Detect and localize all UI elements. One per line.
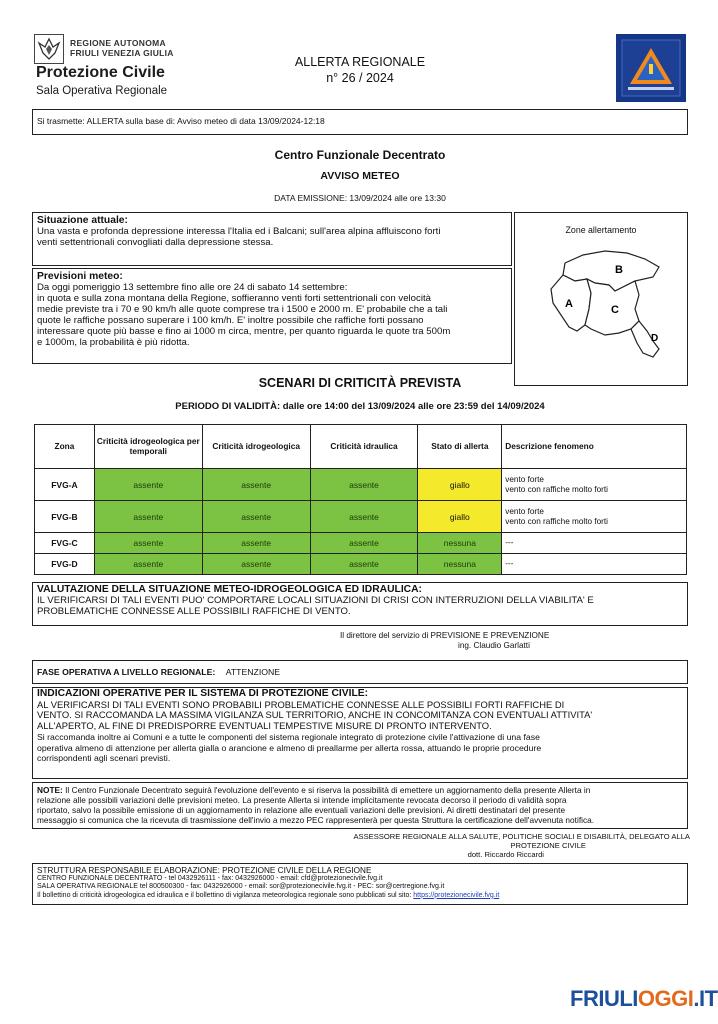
note-line bbox=[37, 785, 683, 795]
previsioni-line: quote le raffiche possano superare i 100 km/h. E' inoltre possibile che raffiche forti possano bbox=[37, 315, 424, 326]
stato-allerta-cell: giallo bbox=[418, 501, 502, 533]
previsioni-line: in quota e sulla zona montana della Regione, soffieranno venti forti settentrionali con velocità bbox=[37, 293, 431, 304]
title-line1: ALLERTA REGIONALE bbox=[294, 55, 426, 69]
criticality-table bbox=[34, 424, 687, 575]
valutazione-line: IL VERIFICARSI DI TALI EVENTI PUO' COMPORTARE LOCALI SITUAZIONI DI CRISI CON INTERRUZIONI DELLA VIABILITA' E bbox=[37, 595, 594, 606]
criticita-cell: assente bbox=[310, 554, 418, 575]
note-section bbox=[32, 782, 688, 829]
zone-label-b: B bbox=[615, 264, 623, 276]
note-text: Il Centro Funzionale Decentrato seguirà l'evoluzione dell'evento e si riserva la possibilità di emettere un aggiornamento della presente Allerta in bbox=[62, 785, 591, 795]
valutazione-section bbox=[32, 582, 688, 626]
criticita-cell: assente bbox=[94, 469, 202, 501]
protezione-civile-emblem-icon bbox=[616, 34, 686, 102]
note-line: relazione alle possibili variazioni delle previsioni meteo. La presente Allerta si intende implicitamente revocata decorso il periodo di validità sopra bbox=[37, 795, 567, 805]
indicazioni-line: AL VERIFICARSI DI TALI EVENTI SONO PROBABILI PROBLEMATICHE CONNESSE ALLE POSSIBILI FORTI RAFFICHE DI bbox=[37, 698, 565, 710]
zona-cell: FVG-D bbox=[35, 554, 95, 575]
assessore-role-cont: PROTEZIONE CIVILE bbox=[510, 841, 586, 850]
zona-cell: FVG-A bbox=[35, 469, 95, 501]
struttura-line: CENTRO FUNZIONALE DECENTRATO - tel 0432926111 - fax: 0432926000 - email: cfd@protezionecivile.fvg.it bbox=[37, 875, 383, 882]
previsioni-line: medie previste tra i 70 e 90 km/h alle quote comprese tra i 1500 e 2000 m. E' probabile che a tali bbox=[37, 304, 448, 315]
note-line: riportato, salvo la possibile emissione di un aggiornamento in relazione alle eventuali variazioni delle previsioni. Ai diretti destinatari del presente bbox=[37, 805, 566, 815]
org-name: Protezione Civile bbox=[36, 64, 165, 81]
note-line: messaggio si comunica che la ricevuta di trasmissione dell'invio a mezzo PEC rappresenterà per questa Struttura la certificazione dell'avvenuta notifica. bbox=[37, 815, 595, 825]
stato-allerta-cell: nessuna bbox=[418, 554, 502, 575]
descrizione-line: vento forte bbox=[505, 474, 544, 484]
zona-cell: FVG-B bbox=[35, 501, 95, 533]
friulioggi-watermark bbox=[570, 986, 718, 1012]
situazione-line: venti settentrionali convogliati dalla depressione stessa. bbox=[37, 237, 274, 248]
descrizione-line: vento con raffiche molto forti bbox=[505, 484, 608, 494]
valutazione-line: PROBLEMATICHE CONNESSE ALLE POSSIBILI RAFFICHE DI VENTO. bbox=[37, 606, 351, 617]
criticita-cell: assente bbox=[310, 469, 418, 501]
descrizione-line: vento forte bbox=[505, 506, 544, 516]
descrizione-cell: --- bbox=[502, 533, 687, 554]
brand-part1: FRIULI bbox=[570, 986, 638, 1011]
validity-period: PERIODO DI VALIDITÀ: dalle ore 14:00 del 13/09/2024 alle ore 23:59 del 14/09/2024 bbox=[175, 401, 545, 412]
criticita-cell: assente bbox=[94, 533, 202, 554]
criticita-cell: assente bbox=[202, 533, 310, 554]
table-row bbox=[35, 469, 687, 501]
col-header: Zona bbox=[35, 425, 95, 469]
logo-region-text bbox=[70, 38, 174, 58]
region-line2: FRIULI VENEZIA GIULIA bbox=[70, 48, 174, 58]
col-header: Criticità idraulica bbox=[310, 425, 418, 469]
indicazioni-line: ALL'APERTO, AL FINE DI PREDISPORRE EVENTUALI TEMPESTIVE MISURE DI PRONTO INTERVENTO. bbox=[37, 720, 492, 732]
situazione-heading: Situazione attuale: bbox=[37, 215, 128, 226]
fase-operativa-section bbox=[32, 660, 688, 684]
struttura-heading: STRUTTURA RESPONSABILE ELABORAZIONE: PROTEZIONE CIVILE DELLA REGIONE bbox=[37, 866, 372, 875]
zone-label-c: C bbox=[611, 304, 619, 316]
zone-label-a: A bbox=[565, 298, 573, 310]
director-signature bbox=[340, 631, 690, 651]
previsioni-line: interessare quote più basse e fino ai 1000 m circa, mentre, per quanto riguarda le quote tra 500m bbox=[37, 326, 451, 337]
indicazioni-line: Si raccomanda inoltre ai Comuni e a tutte le componenti del sistema regionale integrato di protezione civile l'attivazione di una fase bbox=[37, 731, 540, 742]
descrizione-cell bbox=[502, 501, 687, 533]
stato-allerta-cell: giallo bbox=[418, 469, 502, 501]
table-row bbox=[35, 554, 687, 575]
descrizione-cell: --- bbox=[502, 554, 687, 575]
struttura-line: SALA OPERATIVA REGIONALE tel 800500300 - fax: 0432926000 - email: sor@protezionecivile.fvg.it - PEC: sor@certregione.fvg.it bbox=[37, 883, 445, 891]
transmission-note: Si trasmette: ALLERTA sulla base di: Avviso meteo di data 13/09/2024-12:18 bbox=[32, 109, 688, 135]
title-line2: n° 26 / 2024 bbox=[326, 71, 394, 85]
indicazioni-line: corrispondenti agli scenari previsti. bbox=[37, 753, 171, 764]
indicazioni-section bbox=[32, 687, 688, 779]
brand-part2: OGGI bbox=[637, 986, 694, 1011]
criticita-cell: assente bbox=[310, 533, 418, 554]
indicazioni-line: VENTO. SI RACCOMANDA LA MASSIMA VIGILANZA SUL TERRITORIO, ANCHE IN CONCOMITANZA CON EVENTUALI ATTIVITA' bbox=[37, 709, 593, 721]
previsioni-line: Da oggi pomeriggio 13 settembre fino alle ore 24 di sabato 14 settembre: bbox=[37, 282, 348, 293]
zone-label-d: D bbox=[651, 333, 659, 344]
col-header: Criticità idrogeologica bbox=[202, 425, 310, 469]
situazione-section bbox=[32, 212, 512, 266]
criticita-cell: assente bbox=[202, 469, 310, 501]
region-line1: REGIONE AUTONOMA bbox=[70, 38, 166, 48]
criticita-cell: assente bbox=[94, 554, 202, 575]
criticita-cell: assente bbox=[94, 501, 202, 533]
situazione-line: Una vasta e profonda depressione interessa l'Italia ed i Balcani; sull'area alpina affluiscono forti bbox=[37, 226, 441, 237]
criticita-cell: assente bbox=[202, 501, 310, 533]
previsioni-section bbox=[32, 268, 512, 364]
fase-label: FASE OPERATIVA A LIVELLO REGIONALE: bbox=[37, 667, 216, 677]
org-unit: Sala Operativa Regionale bbox=[36, 85, 168, 97]
descrizione-line: vento con raffiche molto forti bbox=[505, 516, 608, 526]
website-link[interactable]: https://protezionecivile.fvg.it bbox=[413, 891, 500, 899]
table-row bbox=[35, 501, 687, 533]
note-label: NOTE: bbox=[37, 785, 63, 795]
cfd-title: Centro Funzionale Decentrato bbox=[274, 148, 446, 162]
org-logo bbox=[34, 34, 174, 104]
criticita-cell: assente bbox=[310, 501, 418, 533]
indicazioni-heading: INDICAZIONI OPERATIVE PER IL SISTEMA DI PROTEZIONE CIVILE: bbox=[37, 688, 369, 699]
col-header: Descrizione fenomeno bbox=[502, 425, 687, 469]
col-header: Stato di allerta bbox=[418, 425, 502, 469]
table-row bbox=[35, 533, 687, 554]
valutazione-heading: VALUTAZIONE DELLA SITUAZIONE METEO-IDROGEOLOGICA ED IDRAULICA: bbox=[37, 584, 422, 595]
document-title bbox=[250, 54, 470, 86]
zona-cell: FVG-C bbox=[35, 533, 95, 554]
zone-map bbox=[535, 245, 675, 375]
zone-map-title: Zone allertamento bbox=[565, 225, 637, 235]
struttura-line bbox=[37, 892, 683, 900]
emission-date: DATA EMISSIONE: 13/09/2024 alle ore 13:30 bbox=[274, 193, 446, 203]
col-header: Criticità idrogeologica per temporali bbox=[94, 425, 202, 469]
brand-part3: .IT bbox=[693, 986, 718, 1011]
struttura-section bbox=[32, 863, 688, 905]
assessore-name: dott. Riccardo Riccardi bbox=[467, 850, 544, 859]
table-header-row bbox=[35, 425, 687, 469]
struttura-text: Il bollettino di criticità idrogeologica ed idraulica e il bollettino di vigilanza meteorologica regionale sono pubblicati sul sito: bbox=[37, 891, 414, 899]
indicazioni-line: operativa almeno di attenzione per allerta gialla o arancione e almeno di preallarme per allerta rossa, attuando le proprie procedure bbox=[37, 742, 542, 753]
stato-allerta-cell: nessuna bbox=[418, 533, 502, 554]
fase-value: ATTENZIONE bbox=[225, 667, 281, 677]
avviso-title: AVVISO METEO bbox=[320, 170, 400, 182]
scenari-title: SCENARI DI CRITICITÀ PREVISTA bbox=[258, 376, 462, 390]
previsioni-heading: Previsioni meteo: bbox=[37, 271, 123, 282]
eagle-emblem-icon bbox=[34, 34, 64, 64]
descrizione-cell bbox=[502, 469, 687, 501]
director-name: ing. Claudio Garlatti bbox=[458, 641, 530, 650]
assessore-role: ASSESSORE REGIONALE ALLA SALUTE, POLITICHE SOCIALI E DISABILITÀ, DELEGATO ALLA bbox=[353, 832, 690, 841]
zone-map-panel bbox=[514, 212, 688, 386]
criticita-cell: assente bbox=[202, 554, 310, 575]
assessore-signature bbox=[300, 832, 690, 859]
previsioni-line: e 1000m, la probabilità è più ridotta. bbox=[37, 337, 190, 348]
director-role: Il direttore del servizio di PREVISIONE E PREVENZIONE bbox=[340, 631, 550, 640]
